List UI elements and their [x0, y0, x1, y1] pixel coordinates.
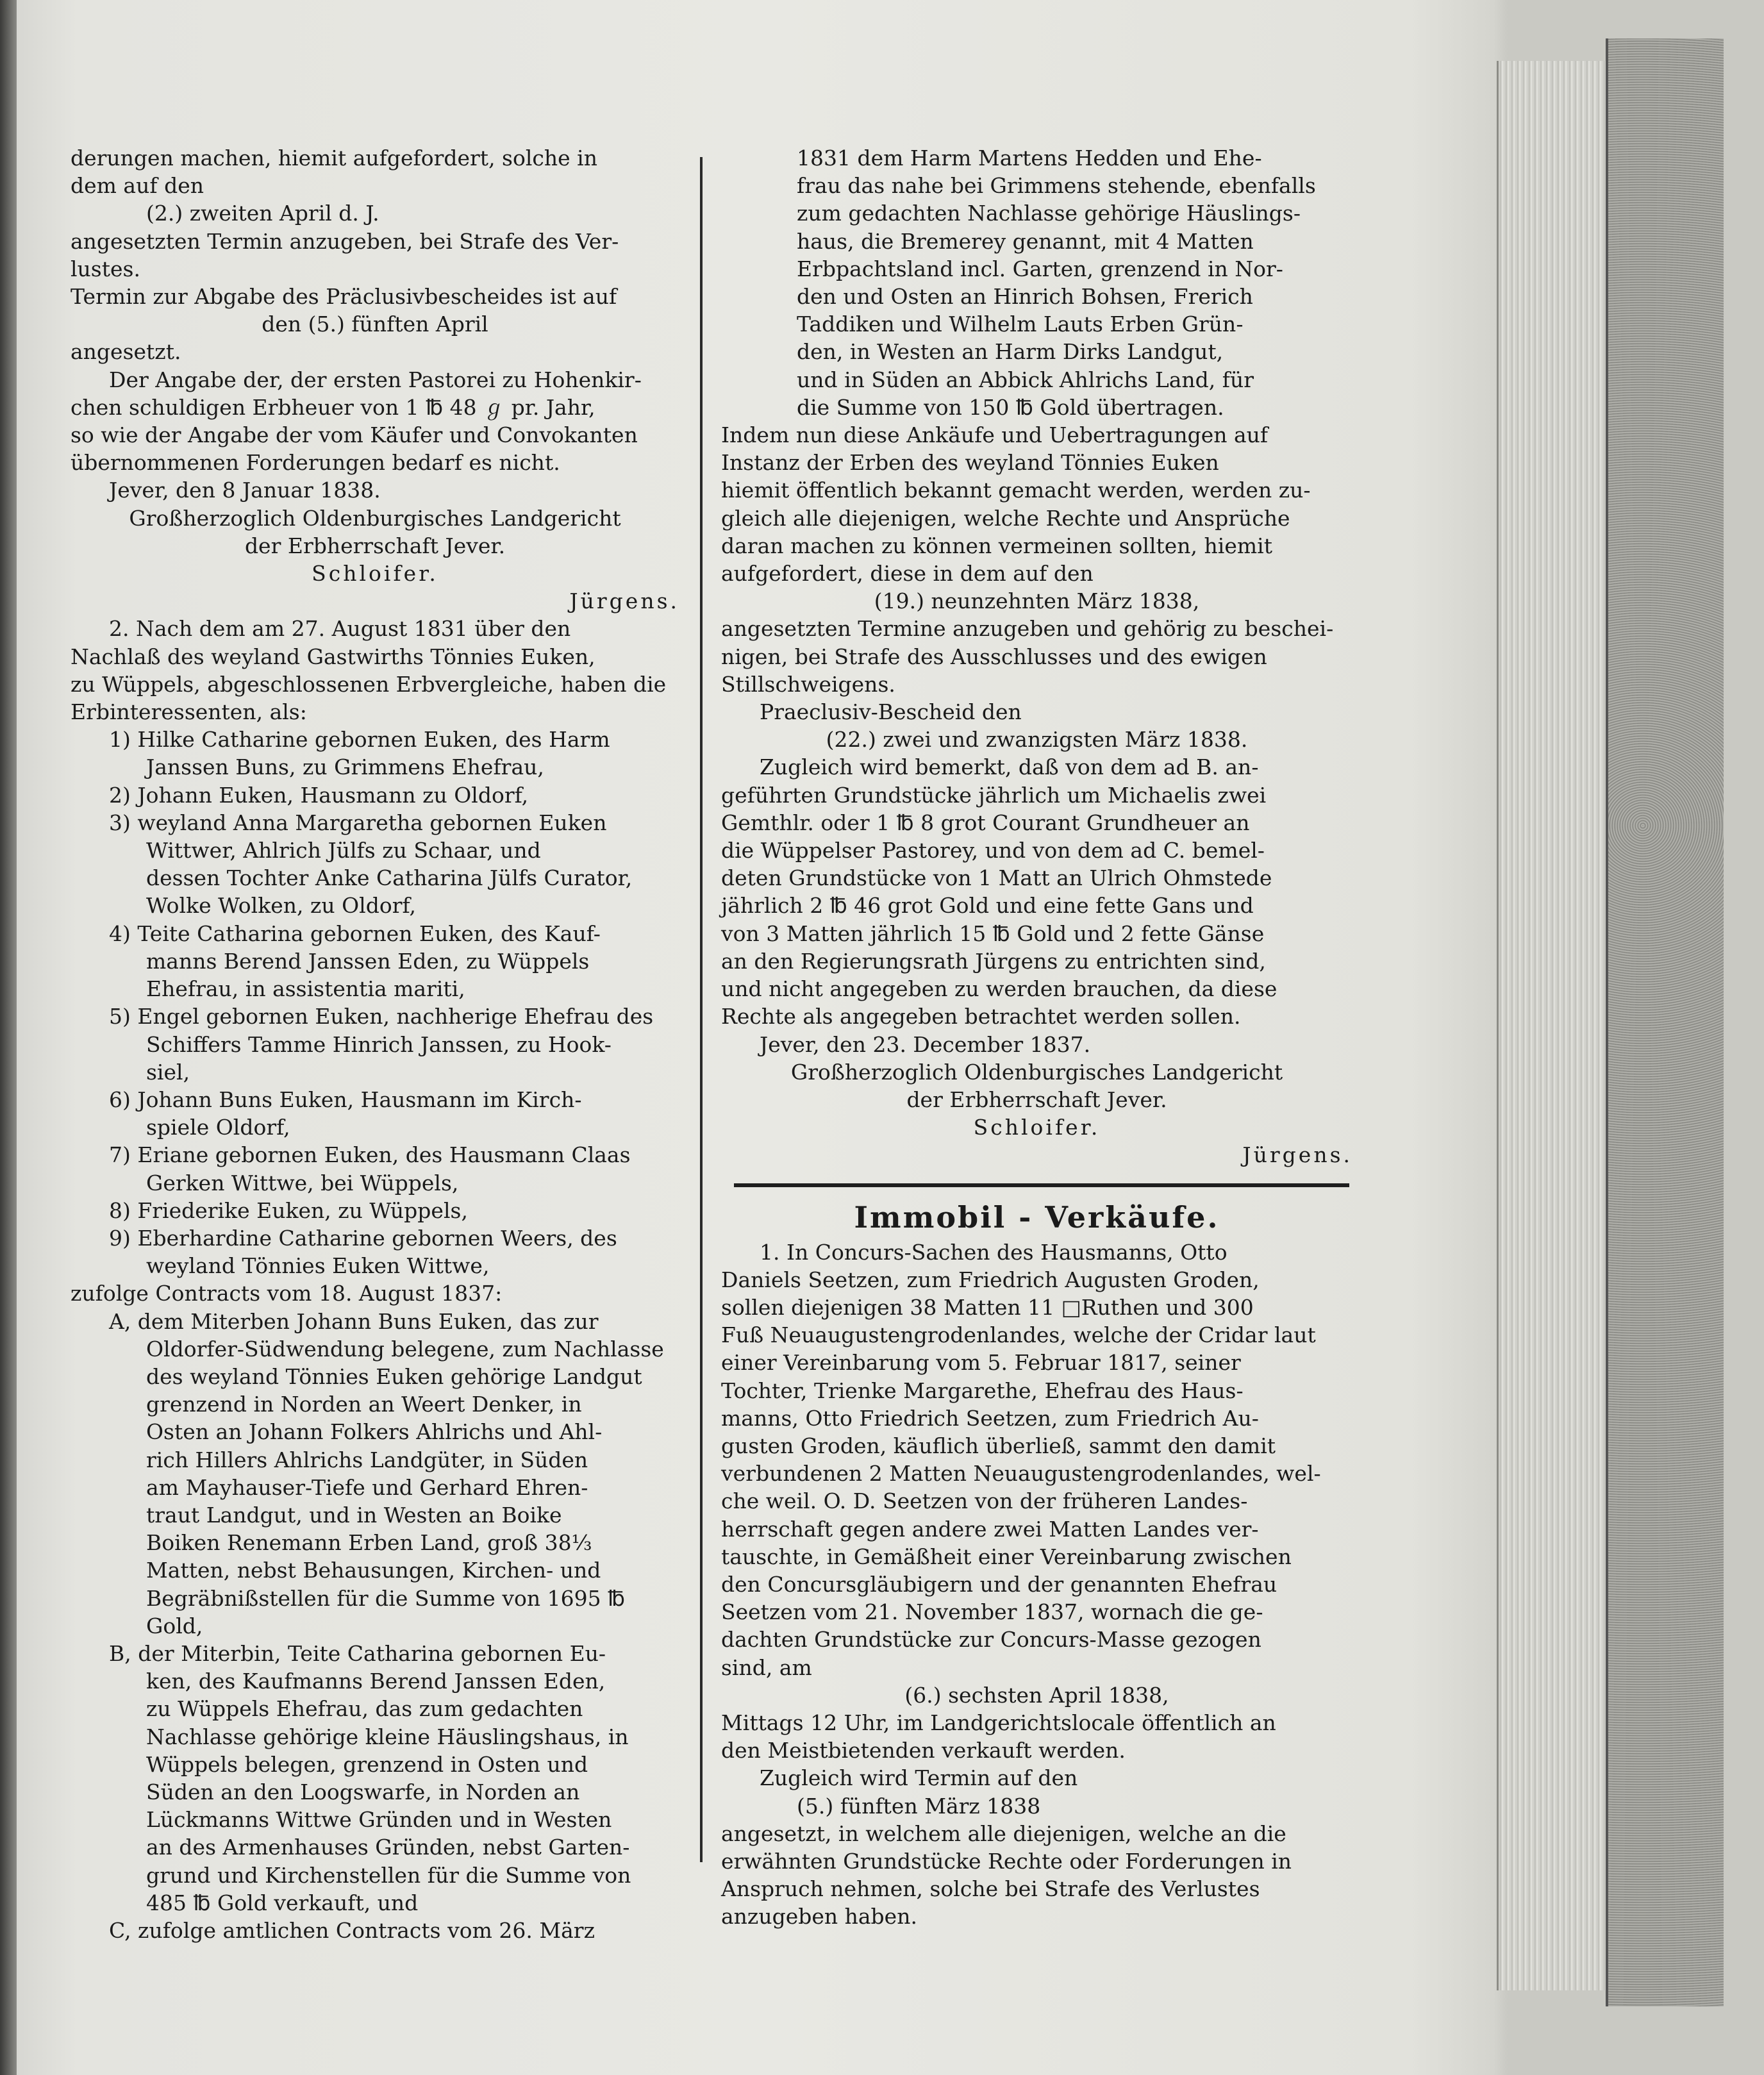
- text-line: 1831 dem Harm Martens Hedden und Ehe-: [797, 146, 1262, 171]
- text-line: Stillschweigens.: [721, 671, 895, 697]
- text-line: angesetzten Termin anzugeben, bei Strafe des Ver-: [71, 228, 619, 254]
- list-item: Boiken Renemann Erben Land, groß 38⅓: [146, 1530, 592, 1556]
- text-line: haus, die Bremerey genannt, mit 4 Matten: [797, 228, 1254, 254]
- list-item: 2) Johann Euken, Hausmann zu Oldorf,: [109, 782, 529, 808]
- text-line: nigen, bei Strafe des Ausschlusses und des ewigen: [721, 644, 1267, 669]
- text-line: zu Wüppels, abgeschlossenen Erbvergleiche, haben die: [71, 671, 667, 697]
- list-item: 3) weyland Anna Margaretha gebornen Euken: [109, 810, 607, 835]
- text-line: manns, Otto Friedrich Seetzen, zum Friedrich Au-: [721, 1405, 1259, 1431]
- date-line: (19.) neunzehnten März 1838,: [874, 588, 1200, 614]
- text-line: Fuß Neuaugustengrodenlandes, welche der Cridar laut: [721, 1322, 1316, 1348]
- text-line: dachten Grundstücke zur Concurs-Masse gezogen: [721, 1627, 1261, 1653]
- text-line: aufgefordert, diese in dem auf den: [721, 561, 1094, 587]
- list-item: manns Berend Janssen Eden, zu Wüppels: [146, 948, 590, 974]
- text-line: dem auf den: [71, 173, 204, 199]
- text-line: übernommenen Forderungen bedarf es nicht.: [71, 450, 560, 476]
- column-divider: [700, 157, 703, 1862]
- list-item: Begräbnißstellen für die Summe von 1695 ℔: [146, 1585, 626, 1611]
- list-item: Wittwer, Ahlrich Jülfs zu Schaar, und: [146, 838, 541, 863]
- list-item: 1) Hilke Catharine gebornen Euken, des Harm: [109, 727, 610, 753]
- list-item: Oldorfer-Südwendung belegene, zum Nachlasse: [146, 1336, 664, 1362]
- text-line: sind, am: [721, 1654, 812, 1680]
- text-line: die Wüppelser Pastorey, und von dem ad C. bemel-: [721, 838, 1265, 863]
- text-line: gleich alle diejenigen, welche Rechte und Ansprüche: [721, 505, 1290, 531]
- list-item: 4) Teite Catharina gebornen Euken, des Kauf-: [109, 921, 601, 946]
- text-line: die Summe von 150 ℔ Gold übertragen.: [797, 394, 1224, 420]
- list-item: Süden an den Loogswarfe, in Norden an: [146, 1779, 580, 1804]
- list-item: an des Armenhauses Gründen, nebst Garten-: [146, 1835, 630, 1860]
- text-line: Zugleich wird Termin auf den: [760, 1765, 1078, 1791]
- list-item: am Mayhauser-Tiefe und Gerhard Ehren-: [146, 1474, 588, 1500]
- text-line: den (5.) fünften April: [262, 312, 488, 337]
- list-item: traut Landgut, und in Westen an Boike: [146, 1502, 562, 1528]
- section-rule: [734, 1183, 1349, 1187]
- text-line: Termin zur Abgabe des Präclusivbescheides ist auf: [71, 284, 617, 310]
- list-item: B, der Miterbin, Teite Catharina gebornen Eu-: [109, 1640, 606, 1666]
- text-line: frau das nahe bei Grimmens stehende, ebenfalls: [797, 173, 1316, 199]
- text-line: Gemthlr. oder 1 ℔ 8 grot Courant Grundheuer an: [721, 810, 1250, 835]
- text-line: verbundenen 2 Matten Neuaugustengrodenlandes, wel-: [721, 1461, 1321, 1487]
- text-line: hiemit öffentlich bekannt gemacht werden, werden zu-: [721, 478, 1311, 503]
- date-line: (22.) zwei und zwanzigsten März 1838.: [826, 727, 1248, 753]
- text-line: gusten Groden, käuflich überließ, sammt den damit: [721, 1433, 1276, 1458]
- list-item: 485 ℔ Gold verkauft, und: [146, 1890, 419, 1915]
- court-name: Großherzoglich Oldenburgisches Landgericht: [790, 1059, 1283, 1085]
- list-item: 8) Friederike Euken, zu Wüppels,: [109, 1197, 468, 1223]
- text-line: jährlich 2 ℔ 46 grot Gold und eine fette Gans und: [721, 893, 1254, 919]
- text-line: Anspruch nehmen, solche bei Strafe des Verlustes: [721, 1876, 1260, 1902]
- text-line: Indem nun diese Ankäufe und Uebertragungen auf: [721, 422, 1269, 448]
- text-line: den Meistbietenden verkauft werden.: [721, 1738, 1126, 1763]
- text-line: Instanz der Erben des weyland Tönnies Euken: [721, 450, 1219, 476]
- text-line: che weil. O. D. Seetzen von der früheren Landes-: [721, 1488, 1248, 1514]
- text-line: angesetzt, in welchem alle diejenigen, welche an die: [721, 1821, 1286, 1846]
- list-item: 6) Johann Buns Euken, Hausmann im Kirch-: [109, 1087, 582, 1112]
- text-line: Mittags 12 Uhr, im Landgerichtslocale öffentlich an: [721, 1710, 1276, 1735]
- text-line: Daniels Seetzen, zum Friedrich Augusten Groden,: [721, 1267, 1260, 1292]
- text-line: angesetzt.: [71, 339, 181, 365]
- text-line: anzugeben haben.: [721, 1904, 917, 1929]
- text-line: Zugleich wird bemerkt, daß von dem ad B. an-: [760, 754, 1259, 780]
- list-item: weyland Tönnies Euken Wittwe,: [146, 1253, 490, 1279]
- list-item: grenzend in Norden an Weert Denker, in: [146, 1392, 582, 1417]
- text-line: einer Vereinbarung vom 5. Februar 1817, seiner: [721, 1350, 1241, 1376]
- text-line: Erbpachtsland incl. Garten, grenzend in Nor-: [797, 256, 1283, 281]
- text-line: lustes.: [71, 256, 140, 281]
- text-line: angesetzten Termine anzugeben und gehörig zu beschei-: [721, 616, 1334, 642]
- text-line: erwähnten Grundstücke Rechte oder Forderungen in: [721, 1848, 1292, 1874]
- text-line: den, in Westen an Harm Dirks Landgut,: [797, 339, 1224, 365]
- text-line: und in Süden an Abbick Ahlrichs Land, für: [797, 367, 1254, 392]
- right-column: [721, 144, 1352, 1931]
- list-item: Matten, nebst Behausungen, Kirchen- und: [146, 1558, 601, 1583]
- text-line: tauschte, in Gemäßheit einer Vereinbarung zwischen: [721, 1544, 1292, 1569]
- list-item: Wolke Wolken, zu Oldorf,: [146, 893, 417, 919]
- list-item: Schiffers Tamme Hinrich Janssen, zu Hook-: [146, 1031, 612, 1057]
- signature-name: Schloifer.: [312, 561, 438, 587]
- court-name: der Erbherrschaft Jever.: [244, 533, 506, 558]
- text-line: chen schuldigen Erbheuer von 1 ℔ 48 ℊ pr. Jahr,: [71, 394, 595, 420]
- list-item: Gold,: [146, 1613, 203, 1638]
- signature-name: Schloifer.: [973, 1115, 1101, 1140]
- list-item: zu Wüppels Ehefrau, das zum gedachten: [146, 1696, 583, 1722]
- list-item: A, dem Miterben Johann Buns Euken, das zur: [109, 1308, 599, 1334]
- signature-name: Jürgens.: [569, 588, 679, 614]
- list-item: Osten an Johann Folkers Ahlrichs und Ahl-: [146, 1419, 603, 1445]
- text-line: Nachlaß des weyland Gastwirths Tönnies Euken,: [71, 644, 595, 669]
- list-item: siel,: [146, 1059, 190, 1085]
- text-line: von 3 Matten jährlich 15 ℔ Gold und 2 fette Gänse: [721, 921, 1265, 946]
- text-line: daran machen zu können vermeinen sollten, hiemit: [721, 533, 1272, 558]
- list-item: spiele Oldorf,: [146, 1115, 290, 1140]
- date-line: (5.) fünften März 1838: [797, 1793, 1041, 1819]
- signature-name: Jürgens.: [1242, 1142, 1352, 1168]
- text-line: sollen diejenigen 38 Matten 11 □Ruthen und 300: [721, 1294, 1254, 1320]
- text-line: Der Angabe der, der ersten Pastorei zu Hohenkir-: [109, 367, 642, 392]
- text-line: zum gedachten Nachlasse gehörige Häuslings-: [797, 201, 1301, 226]
- list-item: C, zufolge amtlichen Contracts vom 26. März: [109, 1918, 595, 1943]
- text-line: Taddiken und Wilhelm Lauts Erben Grün-: [797, 312, 1244, 337]
- text-line: Erbinteressenten, als:: [71, 699, 307, 725]
- place-date: Jever, den 8 Januar 1838.: [109, 478, 381, 503]
- list-item: Wüppels belegen, grenzend in Osten und: [146, 1751, 588, 1777]
- text-line: herrschaft gegen andere zwei Matten Landes ver-: [721, 1516, 1259, 1542]
- list-item: Ehefrau, in assistentia mariti,: [146, 976, 465, 1002]
- court-name: der Erbherrschaft Jever.: [906, 1087, 1167, 1112]
- book-cover-board: [1606, 38, 1724, 2006]
- text-line: an den Regierungsrath Jürgens zu entrichten sind,: [721, 948, 1266, 974]
- text-line: (2.) zweiten April d. J.: [146, 201, 379, 226]
- text-line: und nicht angegeben zu werden brauchen, da diese: [721, 976, 1277, 1002]
- text-line: Tochter, Trienke Margarethe, Ehefrau des Haus-: [721, 1378, 1244, 1403]
- list-item: 9) Eberhardine Catharine gebornen Weers, des: [109, 1225, 617, 1251]
- list-item: 5) Engel gebornen Euken, nachherige Ehefrau des: [109, 1004, 654, 1029]
- book-gutter: [0, 0, 17, 2075]
- text-line: Seetzen vom 21. November 1837, wornach die ge-: [721, 1599, 1263, 1625]
- list-item: ken, des Kaufmanns Berend Janssen Eden,: [146, 1669, 606, 1694]
- text-line: so wie der Angabe der vom Käufer und Convokanten: [71, 422, 638, 448]
- list-item: Janssen Buns, zu Grimmens Ehefrau,: [146, 754, 544, 780]
- list-item: des weyland Tönnies Euken gehörige Landgut: [146, 1363, 642, 1389]
- list-item: rich Hillers Ahlrichs Landgüter, in Süden: [146, 1447, 588, 1472]
- text-line: deten Grundstücke von 1 Matt an Ulrich Ohmstede: [721, 865, 1272, 891]
- text-line: Praeclusiv-Bescheid den: [760, 699, 1022, 725]
- text-line: Rechte als angegeben betrachtet werden sollen.: [721, 1004, 1241, 1029]
- text-line: 1. In Concurs-Sachen des Hausmanns, Otto: [760, 1239, 1227, 1265]
- text-line: derungen machen, hiemit aufgefordert, solche in: [71, 146, 597, 171]
- text-line: 2. Nach dem am 27. August 1831 über den: [109, 616, 571, 642]
- list-item: grund und Kirchenstellen für die Summe von: [146, 1862, 631, 1888]
- list-item: Gerken Wittwe, bei Wüppels,: [146, 1170, 459, 1196]
- place-date: Jever, den 23. December 1837.: [760, 1031, 1091, 1057]
- section-heading: Immobil - Verkäufe.: [854, 1199, 1220, 1235]
- list-item: Nachlasse gehörige kleine Häuslingshaus, in: [146, 1724, 629, 1749]
- court-name: Großherzoglich Oldenburgisches Landgericht: [129, 505, 621, 531]
- text-line: den und Osten an Hinrich Bohsen, Frerich: [797, 284, 1253, 310]
- left-column: [71, 144, 679, 1944]
- text-line: geführten Grundstücke jährlich um Michaelis zwei: [721, 782, 1267, 808]
- page-fore-edge: [1497, 61, 1611, 1990]
- list-item: Lückmanns Wittwe Gründen und in Westen: [146, 1807, 612, 1833]
- list-item: dessen Tochter Anke Catharina Jülfs Curator,: [146, 865, 633, 891]
- date-line: (6.) sechsten April 1838,: [904, 1682, 1169, 1708]
- text-line: den Concursgläubigern und der genannten Ehefrau: [721, 1571, 1277, 1597]
- list-item: 7) Eriane gebornen Euken, des Hausmann Claas: [109, 1142, 631, 1168]
- text-line: zufolge Contracts vom 18. August 1837:: [71, 1281, 503, 1306]
